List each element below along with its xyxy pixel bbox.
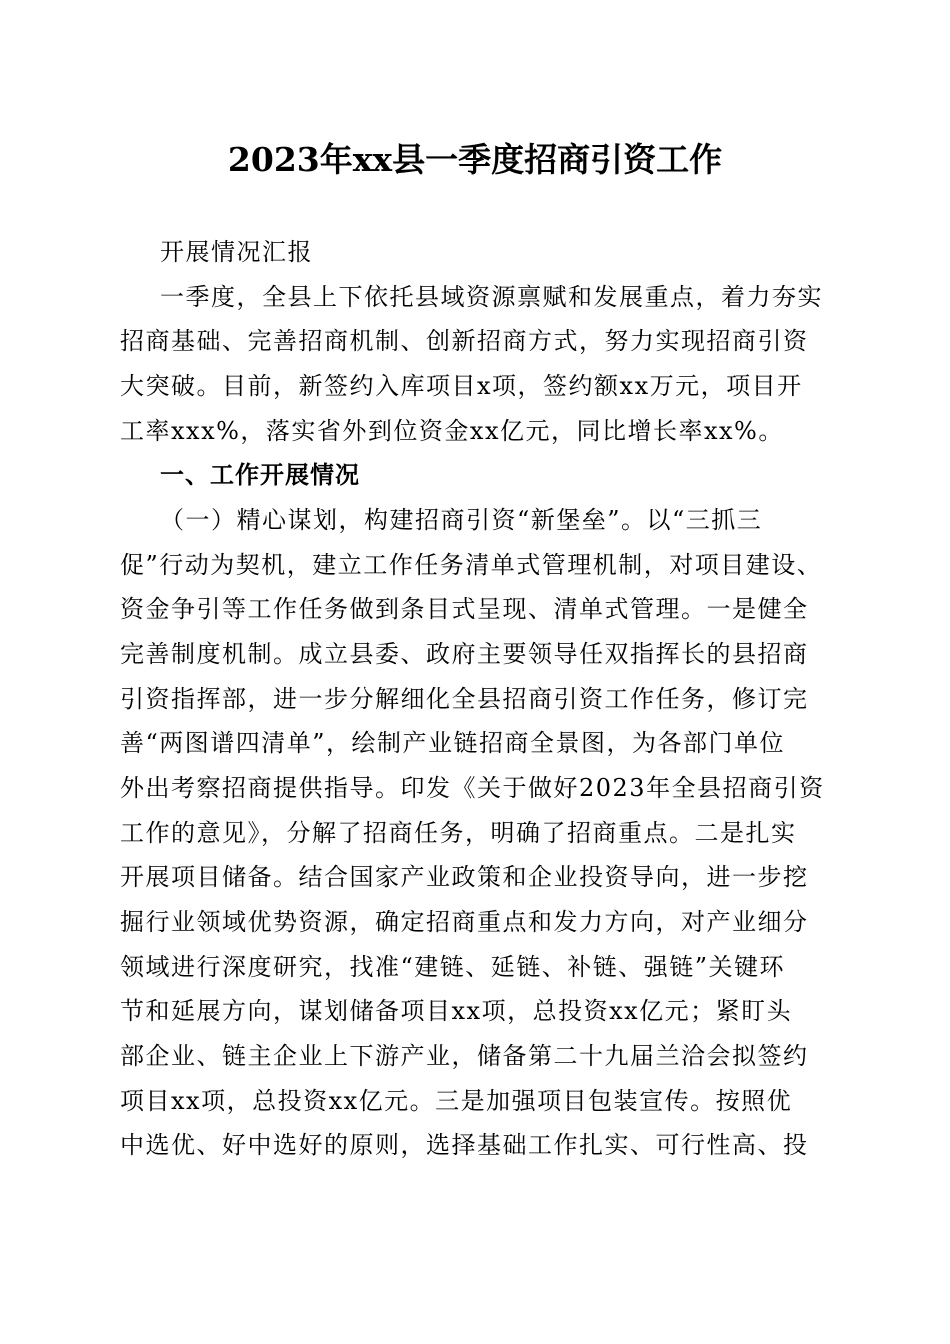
paragraph-line: 开展情况汇报 (160, 238, 313, 266)
paragraph-line: 大突破。目前，新签约入库项目x项，签约额xx万元，项目开 (120, 372, 803, 400)
paragraph-line: 项目xx项，总投资xx亿元。三是加强项目包装宣传。按照优 (120, 1087, 793, 1115)
paragraph-line: 节和延展方向，谋划储备项目xx项，总投资xx亿元；紧盯头 (120, 997, 793, 1025)
section-heading: 一、工作开展情况 (160, 461, 360, 489)
paragraph-line: 工作的意见》，分解了招商任务，明确了招商重点。二是扎实 (120, 819, 797, 847)
paragraph-line: 工率xxx%，落实省外到位资金xx亿元，同比增长率xx%。 (120, 417, 784, 445)
paragraph-line: （一）精心谋划，构建招商引资“新堡垒”。以“三抓三 (160, 506, 763, 534)
paragraph-line: 促”行动为契机，建立工作任务清单式管理机制，对项目建设、 (120, 551, 823, 579)
paragraph-line: 招商基础、完善招商机制、创新招商方式，努力实现招商引资 (120, 327, 809, 355)
paragraph-line: 一季度，全县上下依托县域资源禀赋和发展重点，着力夯实 (160, 283, 823, 311)
paragraph-line: 引资指挥部，进一步分解细化全县招商引资工作任务，修订完 (120, 685, 809, 713)
paragraph-line: 开展项目储备。结合国家产业政策和企业投资导向，进一步挖 (120, 863, 809, 891)
paragraph-line: 部企业、链主企业上下游产业，储备第二十九届兰洽会拟签约 (120, 1042, 809, 1070)
paragraph-line: 掘行业领域优势资源，确定招商重点和发力方向，对产业细分 (120, 908, 809, 936)
paragraph-line: 中选优、好中选好的原则，选择基础工作扎实、可行性高、投 (120, 1131, 809, 1159)
paragraph-line: 善“两图谱四清单”，绘制产业链招商全景图，为各部门单位 (120, 729, 786, 757)
paragraph-line: 资金争引等工作任务做到条目式呈现、清单式管理。一是健全 (120, 595, 809, 623)
paragraph-line: 完善制度机制。成立县委、政府主要领导任双指挥长的县招商 (120, 640, 809, 668)
paragraph-line: 领域进行深度研究，找准“建链、延链、补链、强链”关键环 (120, 953, 786, 981)
document-title: 2023年xx县一季度招商引资工作 (227, 140, 723, 179)
paragraph-line: 外出考察招商提供指导。印发《关于做好2023年全县招商引资 (120, 774, 825, 802)
